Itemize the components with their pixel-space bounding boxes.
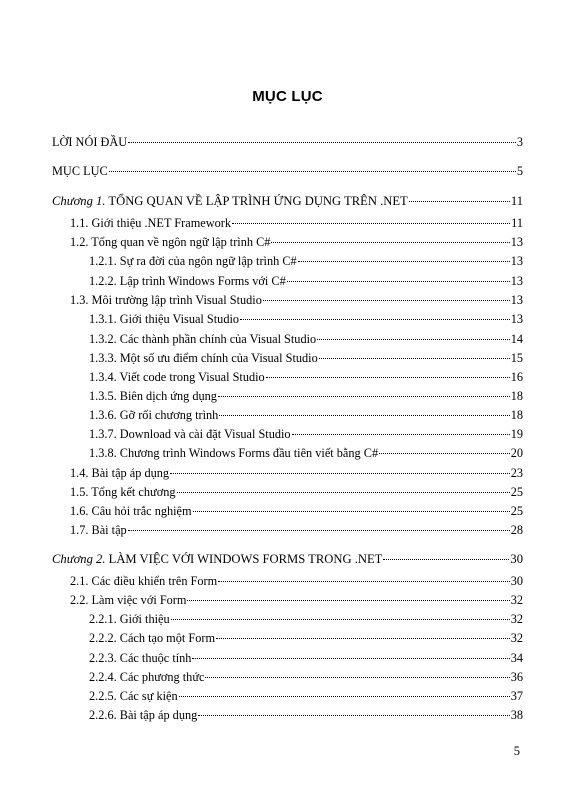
toc-entry-page: 13 [510,235,523,249]
dot-leader [263,299,510,301]
toc-entry-label [89,707,197,723]
chapter-number: Chương 2. [52,552,106,566]
dot-leader [218,395,510,397]
toc-entry-page: 5 [516,164,523,178]
dot-leader [266,376,510,378]
toc-entry-text: 1.3.7. Download và cài đặt Visual Studio [89,427,291,441]
dot-leader [193,510,510,512]
toc-entry [89,253,523,269]
toc-entry-text: 2.1. Các điều khiển trên Form [70,574,218,588]
toc-entry [70,292,523,308]
dot-leader [409,200,510,202]
toc-entry-text: 1.2.2. Lập trình Windows Forms với C# [89,274,286,288]
toc-entry-label [89,445,378,461]
toc-entry-page: 11 [510,194,523,208]
toc-entry-page: 23 [510,466,523,480]
toc-entry-label [89,611,170,627]
toc-entry [89,445,523,461]
toc-entry-text: 1.3.4. Viết code trong Visual Studio [89,370,265,384]
toc-entry-page: 25 [510,504,523,518]
toc-entry [52,134,523,150]
toc-entry [70,465,523,481]
toc-entry-text: 1.3.3. Một số ưu điểm chính của Visual Studio [89,351,318,365]
toc-entry-label [89,407,218,423]
toc-entry [89,350,523,366]
toc-entry-label [89,311,239,327]
dot-leader [128,529,510,531]
dot-leader [128,141,516,143]
toc-entry-page: 18 [510,389,523,403]
toc-entry-page: 25 [510,485,523,499]
toc-entry-page: 13 [510,254,523,268]
toc-entry-page: 20 [510,446,523,460]
toc-entry-text: 2.2.6. Bài tập áp dụng [89,708,198,722]
toc-entry-text: 1.5. Tổng kết chương [70,485,176,499]
toc-entry-page: 3 [516,135,523,149]
toc-entry-text: 2.2.2. Cách tạo một Form [89,631,216,645]
toc-entry [70,215,523,231]
toc-entry [52,163,523,179]
toc-entry-label [52,163,108,179]
dot-leader [170,472,510,474]
dot-leader [179,695,510,697]
dot-leader [271,241,509,243]
toc-entry-label [52,193,408,209]
toc-entry-page: 13 [510,274,523,288]
toc-entry-label [70,592,186,608]
toc-entry-label [89,331,316,347]
toc-entry [70,522,523,538]
toc-entry-text: MỤC LỤC [52,164,108,178]
toc-entry-page: 28 [510,523,523,537]
dot-leader [192,657,509,659]
toc-entry-text: 2.2.3. Các thuộc tính [89,651,192,665]
page-title: MỤC LỤC [252,88,323,105]
dot-leader [205,676,509,678]
dot-leader [287,280,510,282]
toc-entry-text: 1.4. Bài tập áp dụng [70,466,170,480]
dot-leader [379,452,510,454]
toc-entry-label [89,273,286,289]
toc-entry-text: 1.3.8. Chương trình Windows Forms đầu tiên viết bằng C# [89,446,379,460]
toc-entry-page: 19 [510,427,523,441]
dot-leader [187,599,509,601]
toc-entry-text: 2.2. Làm việc với Form [70,593,187,607]
toc-entry-label [70,484,176,500]
toc-entry-label [89,369,265,385]
toc-entry-page: 14 [510,332,523,346]
toc-entry-label [70,234,270,250]
toc-entry-page: 18 [510,408,523,422]
toc-entry-text: 2.2.5. Các sự kiện [89,689,178,703]
dot-leader [240,318,510,320]
toc-entry-page: 30 [510,574,523,588]
toc-entry [89,273,523,289]
toc-entry [89,369,523,385]
toc-entry-label [70,292,262,308]
dot-leader [216,637,510,639]
toc-entry [70,592,523,608]
toc-entry [89,611,523,627]
toc-entry [70,484,523,500]
toc-entry-text: 1.2.1. Sự ra đời của ngôn ngữ lập trình C# [89,254,297,268]
dot-leader [292,433,510,435]
dot-leader [219,414,509,416]
dot-leader [177,491,510,493]
dot-leader [317,338,510,340]
toc-entry-text: 1.3.6. Gỡ rối chương trình [89,408,219,422]
dot-leader [232,222,510,224]
toc-entry-page: 37 [510,689,523,703]
toc-chapter-entry [52,193,523,209]
dot-leader [218,580,510,582]
toc-entry [70,503,523,519]
dot-leader [298,260,510,262]
toc-entry-text: 1.6. Câu hỏi trắc nghiệm [70,504,192,518]
toc-entry-text: 1.3. Môi trường lập trình Visual Studio [70,293,262,307]
toc-entry-label [89,350,318,366]
toc-entry [89,407,523,423]
toc-entry-label [70,522,127,538]
toc-entry [70,234,523,250]
dot-leader [198,714,509,716]
toc-entry-text: 1.3.5. Biên dịch ứng dụng [89,389,217,403]
toc-entry-page: 13 [510,293,523,307]
chapter-number: Chương 1. [52,194,106,208]
toc-entry-text: LÀM VIỆC VỚI WINDOWS FORMS TRONG .NET [105,552,383,566]
toc-entry-label [70,573,217,589]
toc-entry [89,650,523,666]
toc-entry-label [89,650,191,666]
toc-entry-label [89,388,217,404]
toc-entry-label [52,551,382,567]
toc-entry [89,630,523,646]
toc-entry-label [70,465,169,481]
toc-entry-page: 11 [511,216,523,230]
toc-entry-text: 1.3.2. Các thành phần chính của Visual Studio [89,332,317,346]
toc-entry-page: 30 [510,552,523,566]
dot-leader [109,170,516,172]
toc-entry-label [89,669,204,685]
toc-entry-label [52,134,127,150]
dot-leader [171,618,510,620]
toc-entry-label [89,688,178,704]
toc-entry-label [89,426,291,442]
toc-entry-label [89,630,215,646]
toc-entry [89,426,523,442]
toc-entry-text: 1.2. Tổng quan về ngôn ngữ lập trình C# [70,235,271,249]
page-number: 5 [513,744,520,758]
toc-entry-label [70,215,231,231]
toc-entry-page: 36 [510,670,523,684]
toc-entry [89,311,523,327]
toc-entry [89,388,523,404]
toc-entry [89,331,523,347]
toc-entry-text: 2.2.4. Các phương thức [89,670,205,684]
dot-leader [383,558,509,560]
toc-entry-page: 34 [510,651,523,665]
toc-entry-text: 1.1. Giới thiệu .NET Framework [70,216,231,230]
dot-leader [319,357,510,359]
toc-entry [70,573,523,589]
toc-entry-text: TỔNG QUAN VỀ LẬP TRÌNH ỨNG DỤNG TRÊN .NET [105,194,408,208]
toc-entry-label [89,253,297,269]
toc-entry-text: 1.3.1. Giới thiệu Visual Studio [89,312,240,326]
toc-entry-page: 32 [510,631,523,645]
toc-chapter-entry [52,551,523,567]
toc-entry-page: 15 [510,351,523,365]
toc-entry-text: 1.7. Bài tập [70,523,127,537]
toc-entry-text: 2.2.1. Giới thiệu [89,612,170,626]
toc-entry-page: 13 [510,312,523,326]
toc-entry-page: 32 [510,593,523,607]
toc-entry [89,707,523,723]
toc-entry-text: LỜI NÓI ĐẦU [52,135,128,149]
toc-entry [89,688,523,704]
toc-entry-page: 16 [510,370,523,384]
toc-entry-page: 38 [510,708,523,722]
toc-entry-page: 32 [510,612,523,626]
toc-entry-label [70,503,192,519]
toc-entry [89,669,523,685]
